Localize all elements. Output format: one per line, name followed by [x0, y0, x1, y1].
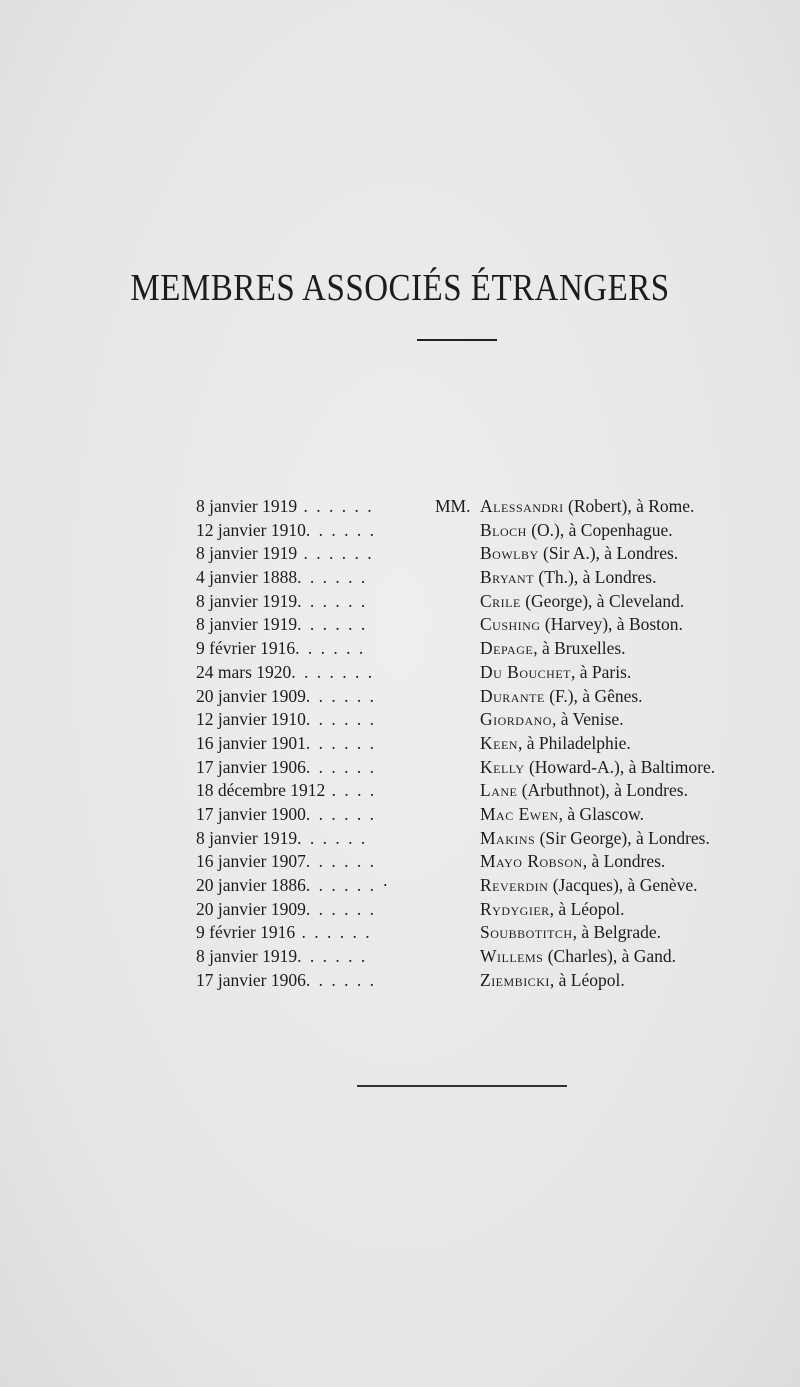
member-date-text: 16 janvier 1901 [196, 732, 306, 753]
list-item [0, 898, 800, 922]
list-item [0, 661, 800, 685]
member-surname: Keen [480, 732, 518, 753]
member-name [480, 708, 624, 732]
list-item [0, 685, 800, 709]
list-item [0, 708, 800, 732]
member-surname: Lane [480, 780, 518, 801]
member-name [480, 850, 665, 874]
member-date-text: 8 janvier 1919 [196, 543, 298, 564]
member-date [196, 827, 436, 851]
member-surname: Makins [480, 827, 536, 848]
member-date [196, 921, 436, 945]
member-name [480, 661, 631, 685]
member-date [196, 756, 436, 780]
member-surname: Bowlby [480, 543, 539, 564]
member-details: , à Glascow. [558, 803, 644, 824]
member-name [480, 945, 676, 969]
member-date-text: 16 janvier 1907 [196, 851, 306, 872]
member-list [0, 495, 800, 992]
member-name [480, 803, 644, 827]
member-date-text: 18 décembre 1912 [196, 780, 326, 801]
dot-leader: . . . . . . [295, 922, 372, 943]
member-date [196, 637, 436, 661]
member-name [480, 827, 710, 851]
member-name [480, 898, 625, 922]
member-date-text: 8 janvier 1919 [196, 946, 298, 967]
member-details: (Sir George), à Londres. [535, 827, 710, 848]
list-item [0, 803, 800, 827]
member-details: , à Philadelphie. [517, 732, 631, 753]
member-details: , à Léopol. [549, 898, 625, 919]
member-date [196, 898, 436, 922]
member-date [196, 945, 436, 969]
member-date-text: 9 février 1916 [196, 922, 296, 943]
member-date-text: 20 janvier 1909 [196, 898, 306, 919]
member-details: (Howard-A.), à Baltimore. [524, 756, 716, 777]
member-surname: Crile [480, 590, 521, 611]
dot-leader: . . . . . . [305, 803, 376, 824]
member-date-text: 9 février 1916 [196, 638, 296, 659]
dot-leader: . . . . . . · [305, 875, 391, 895]
list-item [0, 969, 800, 993]
list-item [0, 637, 800, 661]
member-name [480, 519, 673, 543]
honorific-prefix: MM. [435, 496, 471, 516]
member-date [196, 613, 436, 637]
member-details: (Jacques), à Genève. [548, 875, 698, 895]
member-name [480, 732, 631, 756]
list-item [0, 519, 800, 543]
list-item [0, 495, 800, 519]
member-date-text: 8 janvier 1919 [196, 496, 298, 516]
dot-leader: . . . . [325, 780, 377, 801]
member-date [196, 542, 436, 566]
member-name [480, 921, 661, 945]
member-name [480, 756, 715, 780]
member-name [480, 874, 698, 898]
dot-leader: . . . . . . [305, 685, 376, 706]
member-details: , à Londres. [582, 851, 666, 872]
member-surname: Alessandri [480, 496, 564, 516]
member-date [196, 969, 436, 993]
member-date-text: 8 janvier 1919 [196, 827, 298, 848]
member-date-text: 12 janvier 1910 [196, 709, 306, 730]
member-date-text: 8 janvier 1919 [196, 614, 298, 635]
dot-leader: . . . . . . [297, 590, 368, 611]
member-details: (Charles), à Gand. [543, 946, 677, 967]
member-details: (F.), à Gênes. [544, 685, 643, 706]
dot-leader: . . . . . . [295, 638, 366, 659]
member-date [196, 685, 436, 709]
member-surname: Durante [480, 685, 545, 706]
member-name [480, 566, 656, 590]
member-surname: Bryant [480, 567, 535, 588]
member-date [196, 732, 436, 756]
member-surname: Willems [480, 946, 544, 967]
list-item [0, 590, 800, 614]
member-name [480, 779, 688, 803]
member-date-text: 8 janvier 1919 [196, 590, 298, 611]
list-item [0, 732, 800, 756]
member-surname: Cushing [480, 614, 541, 635]
dot-leader: . . . . . . [305, 756, 376, 777]
member-date [196, 566, 436, 590]
dot-leader: . . . . . . [305, 519, 376, 540]
member-details: , à Bruxelles. [533, 638, 626, 659]
member-details: (Harvey), à Boston. [540, 614, 683, 635]
member-date [196, 850, 436, 874]
list-item [0, 566, 800, 590]
member-date [196, 661, 436, 685]
member-name [480, 542, 678, 566]
dot-leader: . . . . . . [305, 969, 376, 990]
member-details: (Sir A.), à Londres. [538, 543, 679, 564]
member-surname: Soubbotitch [480, 922, 573, 943]
member-name [480, 969, 625, 993]
member-details: (Robert), à Rome. [563, 496, 695, 516]
member-details: (O.), à Copenhague. [526, 519, 673, 540]
dot-leader: . . . . . . [297, 946, 368, 967]
member-surname: Mac Ewen [480, 803, 559, 824]
member-name [480, 637, 626, 661]
member-surname: Rydygier [480, 898, 550, 919]
dot-leader: . . . . . . [305, 732, 376, 753]
member-surname: Bloch [480, 519, 527, 540]
member-details: , à Belgrade. [572, 922, 662, 943]
list-item [0, 827, 800, 851]
member-date [196, 519, 436, 543]
member-surname: Mayo Robson [480, 851, 583, 872]
dot-leader: . . . . . . [297, 543, 374, 564]
member-surname: Reverdin [480, 875, 549, 895]
list-item [0, 756, 800, 780]
member-details: , à Venise. [551, 709, 624, 730]
member-name [480, 685, 643, 709]
member-name [480, 613, 683, 637]
member-date-text: 4 janvier 1888 [196, 567, 298, 588]
list-item [0, 779, 800, 803]
end-rule [357, 1085, 567, 1087]
dot-leader: . . . . . . [297, 496, 374, 516]
title-rule [417, 339, 497, 341]
list-item [0, 542, 800, 566]
dot-leader: . . . . . . [297, 567, 368, 588]
member-details: , à Paris. [571, 661, 632, 682]
member-surname: Du Bouchet [480, 661, 572, 682]
member-surname: Depage [480, 638, 534, 659]
member-details: (Th.), à Londres. [534, 567, 657, 588]
member-date [196, 708, 436, 732]
member-surname: Ziembicki [480, 969, 550, 990]
member-date-text: 12 janvier 1910 [196, 519, 306, 540]
member-date-text: 17 janvier 1900 [196, 803, 306, 824]
member-date [196, 803, 436, 827]
member-date-text: 17 janvier 1906 [196, 969, 306, 990]
member-details: , à Léopol. [549, 969, 625, 990]
list-item [0, 874, 800, 898]
member-date-text: 20 janvier 1886 [196, 875, 306, 895]
list-item [0, 921, 800, 945]
member-date [196, 495, 436, 519]
member-date [196, 590, 436, 614]
member-date [196, 874, 436, 898]
member-name [480, 590, 684, 614]
member-name [480, 495, 694, 519]
member-details: (Arbuthnot), à Londres. [517, 780, 688, 801]
member-surname: Giordano [480, 709, 552, 730]
member-surname: Kelly [480, 756, 525, 777]
dot-leader: . . . . . . [305, 709, 376, 730]
list-item [0, 945, 800, 969]
member-date-text: 17 janvier 1906 [196, 756, 306, 777]
member-date [196, 779, 436, 803]
list-item [0, 850, 800, 874]
dot-leader: . . . . . . [305, 898, 376, 919]
page-title: MEMBRES ASSOCIÉS ÉTRANGERS [130, 268, 670, 310]
member-details: (George), à Cleveland. [520, 590, 685, 611]
member-date-text: 20 janvier 1909 [196, 685, 306, 706]
member-date-text: 24 mars 1920 [196, 661, 292, 682]
dot-leader: . . . . . . [305, 851, 376, 872]
list-item [0, 613, 800, 637]
dot-leader: . . . . . . . [291, 661, 375, 682]
dot-leader: . . . . . . [297, 827, 368, 848]
dot-leader: . . . . . . [297, 614, 368, 635]
